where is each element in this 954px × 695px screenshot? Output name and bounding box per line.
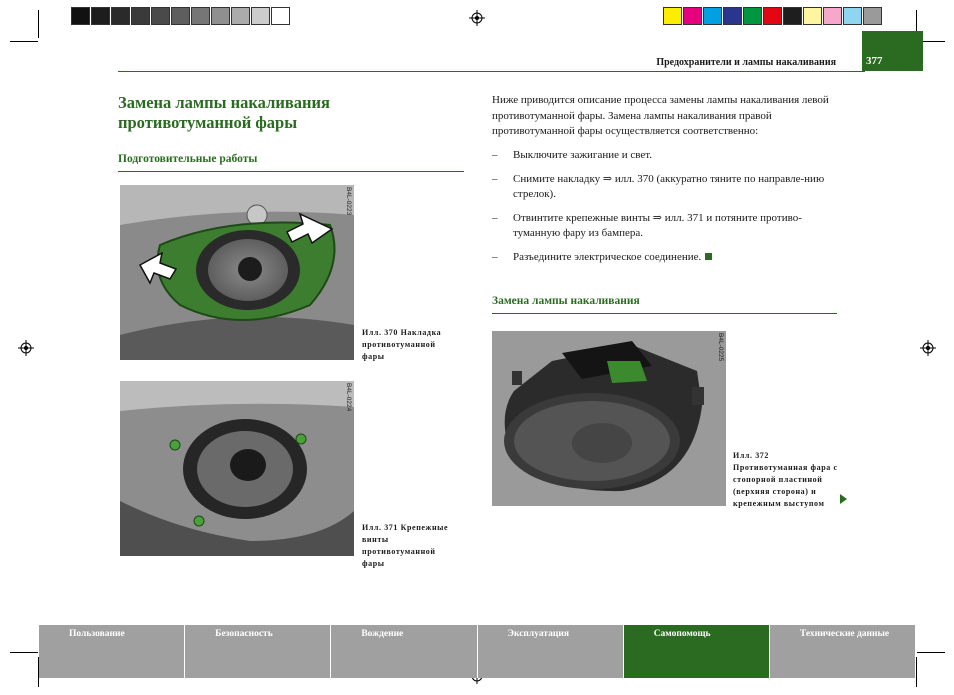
intro-paragraph: Ниже приводится описание процесса замены лампы накаливания левой противотуманной фары. Замена лампы накаливания правой противотуманной фары осуществляется соответственно: xyxy=(492,94,829,137)
footer-nav xyxy=(39,625,916,678)
fog-light-screws-illustration xyxy=(120,381,354,556)
footer-tab-driving[interactable]: Вождение xyxy=(331,625,477,678)
figure-caption-371: Илл. 371 Крепежные винты противотуманной фары xyxy=(362,523,449,568)
figure-371 xyxy=(120,381,354,556)
calibration-swatch xyxy=(111,7,130,25)
footer-tab-self-help[interactable]: Самопомощь xyxy=(624,625,770,678)
calibration-swatch xyxy=(191,7,210,25)
calibration-swatch xyxy=(171,7,190,25)
section-rule xyxy=(118,171,464,172)
footer-tab-usage[interactable]: Пользование xyxy=(39,625,185,678)
figure-372 xyxy=(492,331,726,506)
calibration-swatch xyxy=(251,7,270,25)
list-item: – Снимите накладку ⇒ илл. 370 (аккуратно тяните по направле-нию стрелок). xyxy=(492,172,825,200)
process-color-swatch xyxy=(703,7,722,25)
end-of-section-icon xyxy=(705,253,712,260)
list-item: – Разъедините электрическое соединение. xyxy=(492,250,837,266)
process-color-swatch xyxy=(743,7,762,25)
registration-mark-icon xyxy=(920,340,936,356)
process-color-swatch xyxy=(863,7,882,25)
section-heading-bulb: Замена лампы накаливания xyxy=(492,295,640,307)
calibration-swatch xyxy=(231,7,250,25)
section-heading-prep: Подготовительные работы xyxy=(118,153,258,165)
calibration-swatch xyxy=(91,7,110,25)
registration-mark-icon xyxy=(469,10,485,26)
process-color-swatch xyxy=(683,7,702,25)
section-rule xyxy=(492,313,837,314)
fog-light-unit-illustration xyxy=(492,331,726,506)
crop-mark xyxy=(10,652,38,653)
fog-light-cover-illustration xyxy=(120,185,354,360)
list-item: – Отвинтите крепежные винты ⇒ илл. 371 и потяните противо-туманную фару из бампера. xyxy=(492,211,802,239)
process-color-swatch xyxy=(763,7,782,25)
page-title: Замена лампы накаливания противотуманной фары xyxy=(118,93,330,132)
process-color-swatch xyxy=(663,7,682,25)
figure-code: B4L-0225 xyxy=(717,333,724,362)
figure-caption-372: Илл. 372 Противотуманная фара с стопорной пластиной (верхняя сторона) и крепежным выступом xyxy=(733,451,838,508)
page-number: 377 xyxy=(862,31,923,71)
calibration-swatch xyxy=(211,7,230,25)
process-color-swatch xyxy=(843,7,862,25)
header-rule xyxy=(118,71,865,72)
process-color-swatch xyxy=(823,7,842,25)
running-head: Предохранители и лампы накаливания xyxy=(656,57,836,68)
crop-mark xyxy=(38,10,39,38)
process-color-swatch xyxy=(783,7,802,25)
process-color-swatch xyxy=(803,7,822,25)
step-list xyxy=(492,148,837,273)
figure-caption-370: Илл. 370 Накладка противотуманной фары xyxy=(362,328,442,361)
figure-code: B4L-0223 xyxy=(345,187,352,216)
registration-mark-icon xyxy=(18,340,34,356)
calibration-swatch xyxy=(71,7,90,25)
footer-tab-operation[interactable]: Эксплуатация xyxy=(478,625,624,678)
figure-code: B4L-0224 xyxy=(345,383,352,412)
crop-mark xyxy=(916,657,917,687)
figure-370 xyxy=(120,185,354,360)
calibration-swatch xyxy=(131,7,150,25)
calibration-swatch xyxy=(271,7,290,25)
crop-mark xyxy=(10,41,38,42)
footer-tab-safety[interactable]: Безопасность xyxy=(185,625,331,678)
footer-tab-tech-data[interactable]: Технические данные xyxy=(770,625,916,678)
process-color-swatch xyxy=(723,7,742,25)
list-item: – Выключите зажигание и свет. xyxy=(492,149,652,161)
crop-mark xyxy=(917,652,945,653)
continue-arrow-icon xyxy=(840,494,847,504)
calibration-swatch xyxy=(151,7,170,25)
